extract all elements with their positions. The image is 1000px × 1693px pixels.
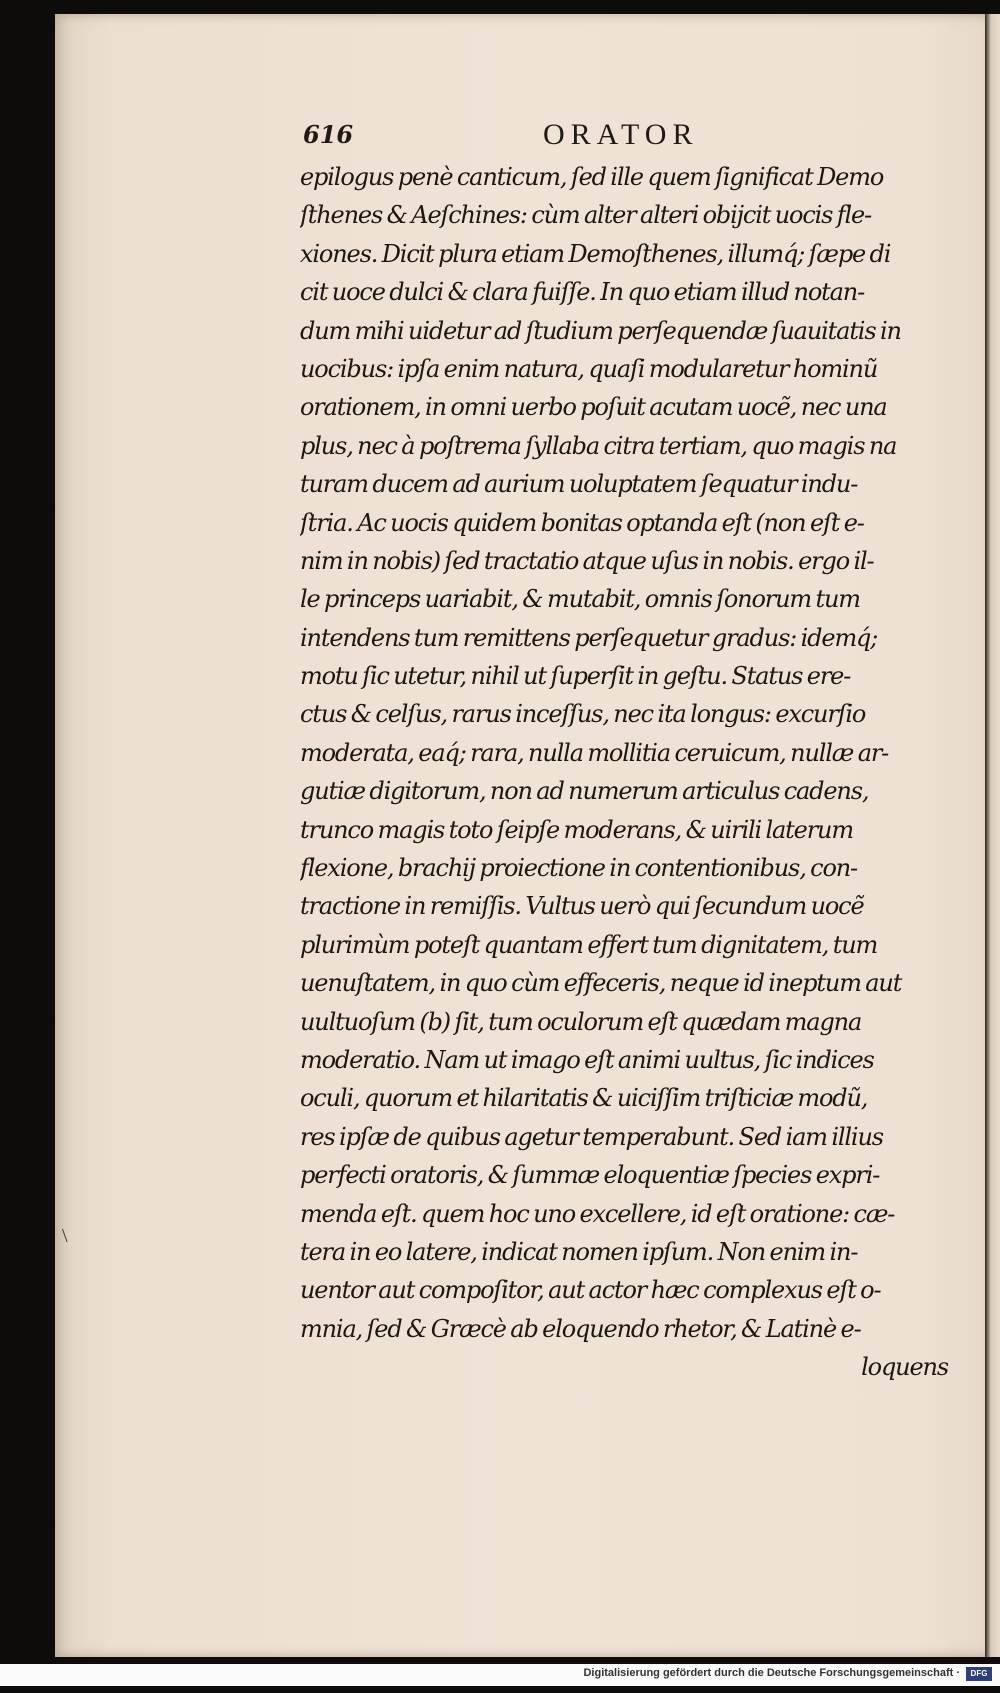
text-line: orationem, in omni uerbo poſuit acutam uocẽ, nec una xyxy=(300,393,887,422)
text-line: epilogus penè canticum, ſed ille quem ſignificat Demo xyxy=(300,163,884,191)
text-line: plus, nec à poſtrema ſyllaba citra tertiam, quo magis na xyxy=(300,431,897,460)
text-line: uultuoſum (b) ſit, tum oculorum eſt quædam magna xyxy=(300,1007,862,1036)
text-line: motu ſic utetur, nihil ut ſuperſit in geſtu. Status ere- xyxy=(300,662,851,691)
text-line: le princeps uariabit, & mutabit, omnis ſonorum tum xyxy=(300,585,860,614)
text-line: dum mihi uidetur ad ſtudium perſequendæ ſuauitatis in xyxy=(300,316,901,345)
text-line: cit uoce dulci & clara fuiſſe. In quo etiam illud notan- xyxy=(300,278,865,307)
text-line: uenuſtatem, in quo cùm effeceris, neque id ineptum aut xyxy=(300,969,902,998)
margin-mark: \ xyxy=(62,1225,68,1247)
text-line: gutiæ digitorum, non ad numerum articulus cadens, xyxy=(300,777,869,806)
dfg-logo: DFG xyxy=(966,1667,992,1681)
funding-notice: Digitalisierung gefördert durch die Deutsche Forschungsgemeinschaft · xyxy=(583,1667,960,1679)
text-line: perfecti oratoris, & ſummæ eloquentiæ ſpecies expri- xyxy=(300,1161,880,1190)
text-line: moderata, eaq́; rara, nulla mollitia ceruicum, nullæ ar- xyxy=(300,738,889,767)
text-line: intendens tum remittens perſequetur gradus: idemq́; xyxy=(300,623,878,652)
page-header xyxy=(303,118,943,158)
text-line: trunco magis toto ſeipſe moderans, & uirili laterum xyxy=(300,815,853,844)
text-line: moderatio. Nam ut imago eſt animi uultus, ſic indices xyxy=(300,1045,874,1074)
text-line: mnia, ſed & Græcè ab eloquendo rhetor, & Latinè e- xyxy=(300,1314,861,1343)
page-edge xyxy=(985,14,1000,1657)
text-line: ctus & celſus, rarus inceſſus, nec ita longus: excurſio xyxy=(300,700,866,729)
text-line: ſtria. Ac uocis quidem bonitas optanda eſt (non eſt e- xyxy=(300,508,864,537)
text-line: res ipſæ de quibus agetur temperabunt. Sed iam illius xyxy=(300,1122,883,1151)
text-line: turam ducem ad aurium uoluptatem ſequatur indu- xyxy=(300,470,858,499)
text-line: plurimùm poteſt quantam effert tum dignitatem, tum xyxy=(300,930,878,959)
footer-bar xyxy=(0,1664,1000,1686)
text-line: uocibus: ipſa enim natura, quaſi modularetur hominũ xyxy=(300,354,878,383)
text-line: ſthenes & Aeſchines: cùm alter alteri obijcit uocis fle- xyxy=(300,201,872,230)
text-line: uentor aut compoſitor, aut actor hæc complexus eſt o- xyxy=(300,1276,881,1305)
text-line: loquens xyxy=(861,1353,948,1382)
text-line: menda eſt. quem hoc uno excellere, id eſt oratione: cæ- xyxy=(300,1199,895,1228)
text-line: tera in eo latere, indicat nomen ipſum. Non enim in- xyxy=(300,1237,858,1266)
text-line: flexione, brachij proiectione in contentionibus, con- xyxy=(300,854,858,883)
running-head: ORATOR xyxy=(543,118,699,151)
text-line: tractione in remiſſis. Vultus uerò qui ſecundum uocẽ xyxy=(300,892,864,921)
text-line: nim in nobis) ſed tractatio atque uſus in nobis. ergo il- xyxy=(300,546,874,575)
page-number: 616 xyxy=(303,120,354,149)
text-line: oculi, quorum et hilaritatis & uiciſſim triſticiæ modũ, xyxy=(300,1084,868,1113)
text-line: xiones. Dicit plura etiam Demoſthenes, illumq́; ſæpe di xyxy=(300,239,891,268)
body-text xyxy=(300,158,948,1387)
